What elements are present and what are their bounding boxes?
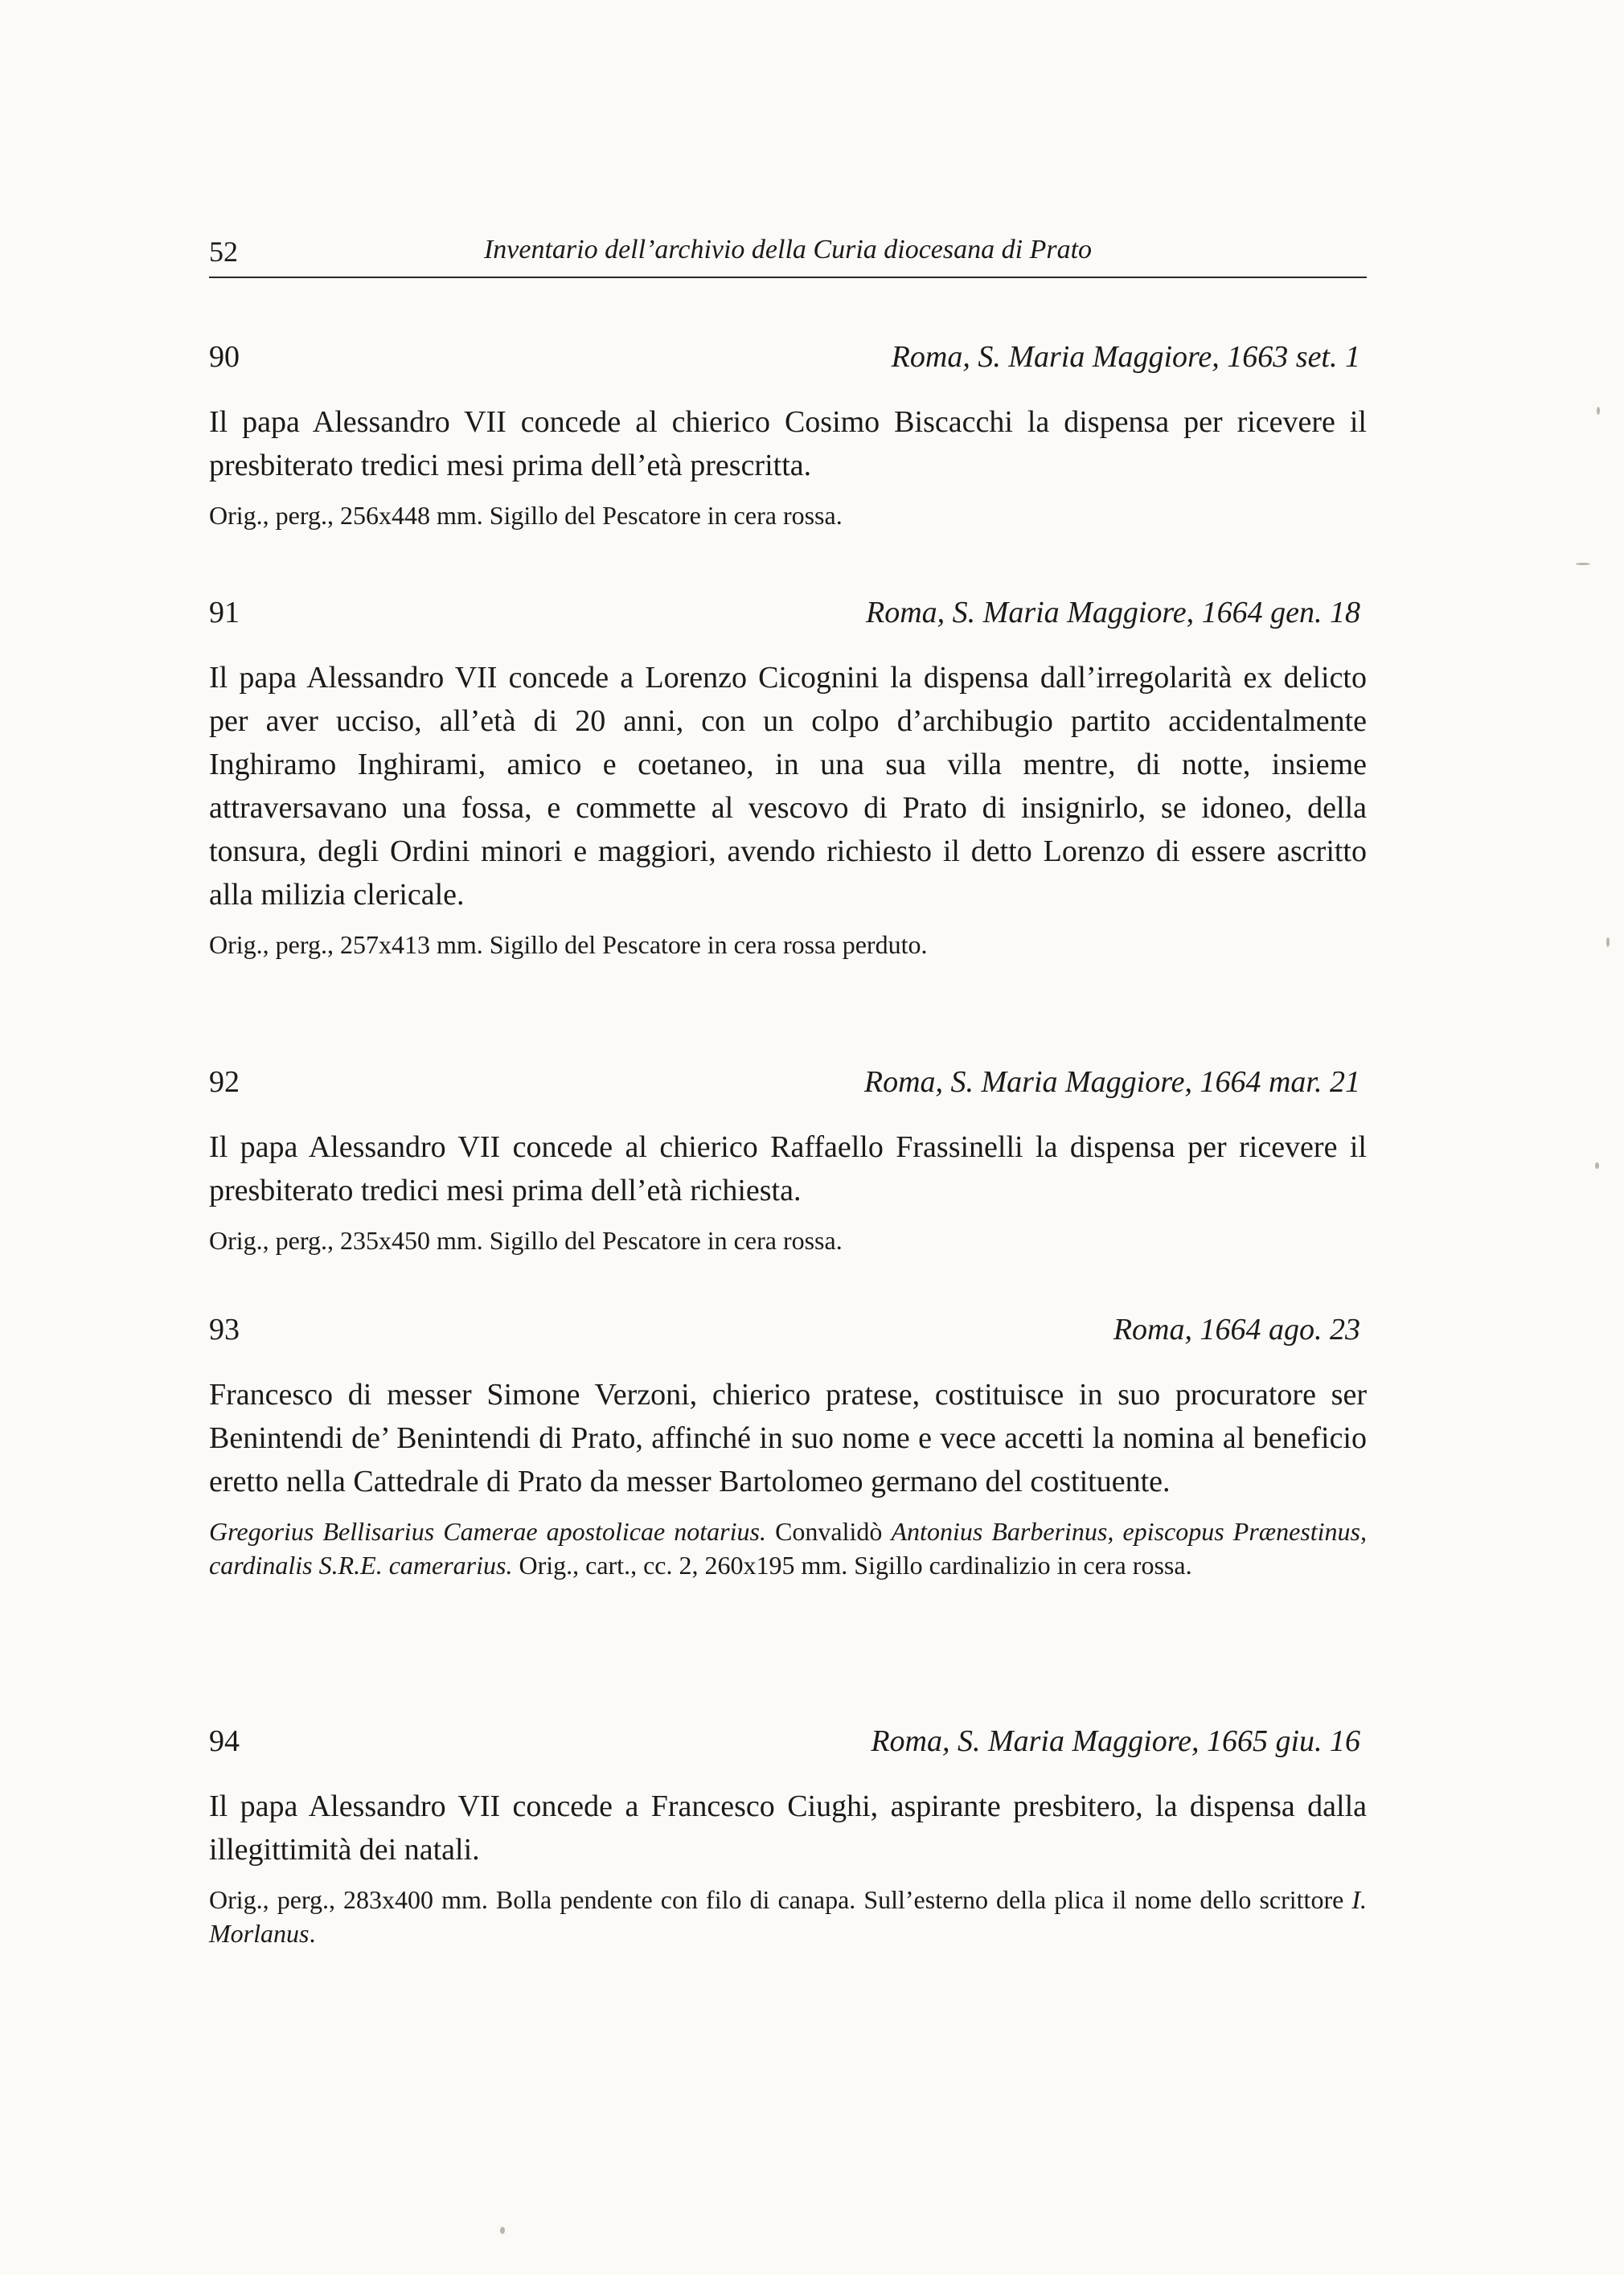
note-text: Orig., perg., 283x400 mm. Bolla pendente con filo di canapa. Sull’esterno della plica il nome dello scrittore <box>209 1885 1352 1914</box>
cardinal-name: Antonius Barberinus, episcopus Prænestinus, cardinalis S.R.E. camerarius. <box>209 1517 1368 1580</box>
entry-94 <box>209 1724 1367 1950</box>
entry-heading <box>209 339 1367 381</box>
entry-heading <box>209 1724 1367 1765</box>
entry-place-date: Roma, S. Maria Maggiore, 1664 mar. 21 <box>863 1065 1360 1099</box>
entry-note <box>209 1883 1367 1950</box>
entry-text: Il papa Alessandro VII concede al chierico Raffaello Frassinelli la dispensa per ricevere il presbiterato tredici mesi prima dell’età richiesta. <box>209 1130 1367 1207</box>
entry-note <box>209 1515 1367 1582</box>
scribe-name: I. Morlanus <box>209 1885 1367 1948</box>
entry-text: Il papa Alessandro VII concede a Francesco Ciughi, aspirante presbitero, la dispensa dalla illegittimità dei natali. <box>209 1789 1367 1867</box>
entry-note: Orig., perg., 235x450 mm. Sigillo del Pescatore in cera rossa. <box>209 1226 843 1255</box>
note-text: Orig., cart., cc. 2, 260x195 mm. Sigillo cardinalizio in cera rossa. <box>512 1551 1192 1580</box>
entry-number: 92 <box>209 1065 240 1099</box>
paper-speck <box>1576 563 1590 565</box>
entry-number: 90 <box>209 340 240 374</box>
paper-speck <box>1606 937 1610 947</box>
entry-text: Il papa Alessandro VII concede al chierico Cosimo Biscacchi la dispensa per ricevere il presbiterato tredici mesi prima dell’età prescritta. <box>209 405 1367 482</box>
running-title: Inventario dell’archivio della Curia diocesana di Prato <box>483 235 1093 264</box>
note-text: . <box>309 1919 316 1948</box>
entry-91 <box>209 595 1367 961</box>
paper-speck <box>500 2227 505 2234</box>
entry-number: 93 <box>209 1313 240 1347</box>
note-text: Convalidò <box>765 1517 892 1546</box>
entry-93 <box>209 1312 1367 1582</box>
paper-speck <box>1597 407 1600 415</box>
notary-name: Gregorius Bellisarius Camerae apostolicae notarius. <box>209 1517 766 1546</box>
entry-number: 94 <box>209 1724 240 1758</box>
entry-place-date: Roma, S. Maria Maggiore, 1665 giu. 16 <box>871 1724 1360 1758</box>
entry-place-date: Roma, S. Maria Maggiore, 1663 set. 1 <box>891 340 1360 374</box>
entry-place-date: Roma, 1664 ago. 23 <box>1113 1313 1360 1347</box>
entry-90 <box>209 339 1367 532</box>
entry-note: Orig., perg., 257x413 mm. Sigillo del Pescatore in cera rossa perduto. <box>209 930 928 959</box>
entry-heading <box>209 1312 1367 1354</box>
entry-text: Francesco di messer Simone Verzoni, chierico pratese, costituisce in suo procuratore ser Benintendi de’ Benintendi di Prato, affinché in suo nome e vece accetti la nomina al beneficio eretto nella Cattedrale di Prato da messer Bartolomeo germano del costituente. <box>209 1378 1367 1498</box>
entry-text: Il papa Alessandro VII concede a Lorenzo Cicognini la dispensa dall’irregolarità ex delicto per aver ucciso, all’età di 20 anni, con un colpo d’archibugio partito accidentalmente Inghiramo Inghirami, amico e coetaneo, in una sua villa mentre, di notte, insieme attraversavano una fossa, e commette al vescovo di Prato di insignirlo, se idoneo, della tonsura, degli Ordini minori e maggiori, avendo richiesto il detto Lorenzo di essere ascritto alla milizia clericale. <box>209 661 1367 912</box>
entry-place-date: Roma, S. Maria Maggiore, 1664 gen. 18 <box>866 596 1360 629</box>
entry-heading <box>209 1064 1367 1106</box>
entry-note: Orig., perg., 256x448 mm. Sigillo del Pescatore in cera rossa. <box>209 501 843 530</box>
page-header <box>209 235 1367 278</box>
entry-heading <box>209 595 1367 637</box>
entry-92 <box>209 1064 1367 1257</box>
entry-number: 91 <box>209 596 240 629</box>
page-number: 52 <box>209 236 238 268</box>
paper-speck <box>1595 1162 1599 1169</box>
